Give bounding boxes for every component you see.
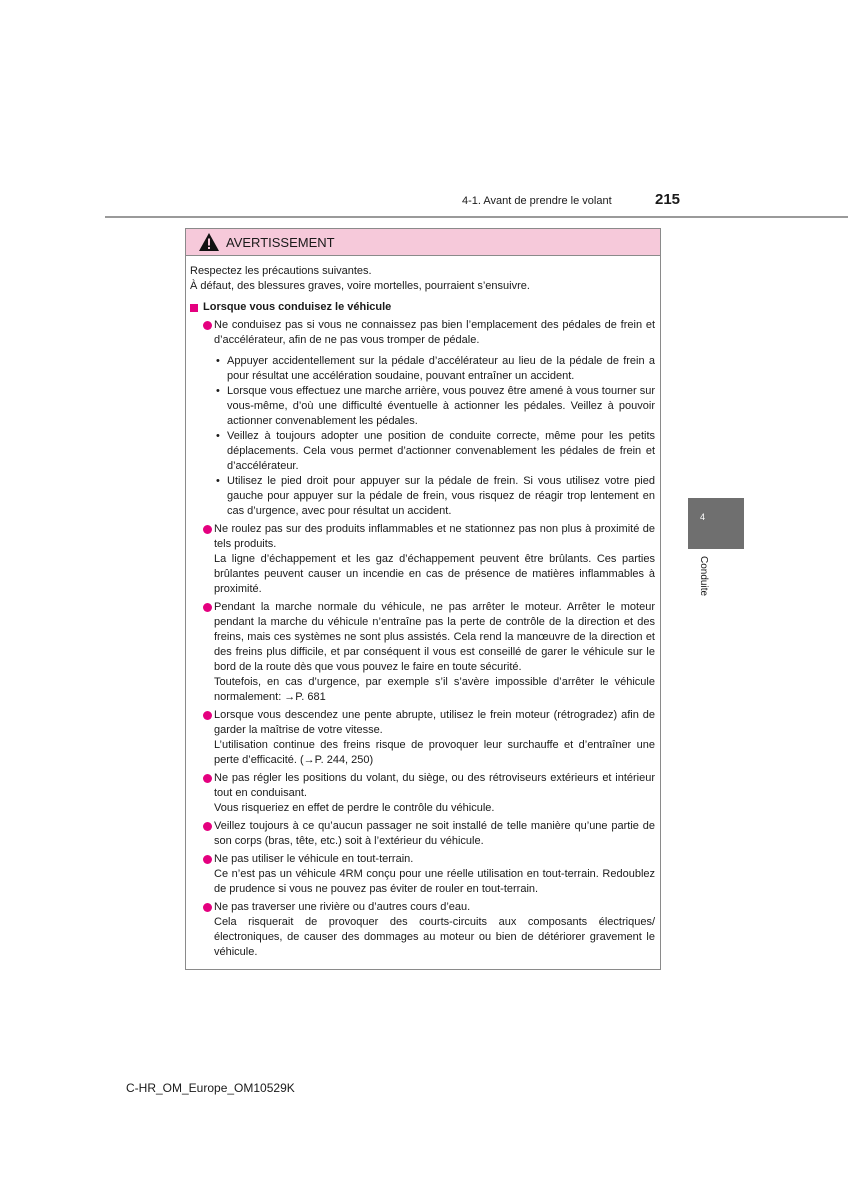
circle-bullet-icon — [203, 903, 212, 912]
item-text: Pendant la marche normale du véhicule, ne pas arrêter le moteur. Arrêter le moteur pendant la marche du véhicule n’entraîne pas la perte de contrôle de la direction et des freins, mais ces systèmes ne sont plus assistés. Cela rend la manœuvre de la direction et des freins plus difficile, et par conséquent il vous est conseillé de garer le véhicule sur le bord de la route dès que vous pouvez le faire en toute sécurité. — [214, 601, 655, 673]
item-text: Lorsque vous descendez une pente abrupte, utilisez le frein moteur (rétrogradez) afin de garder la maîtrise de votre vitesse. — [214, 709, 655, 736]
circle-bullet-icon — [203, 603, 212, 612]
intro-line: Respectez les précautions suivantes. — [190, 265, 372, 277]
item-text: Ne pas traverser une rivière ou d’autres cours d’eau. — [214, 901, 471, 913]
list-item — [190, 900, 655, 960]
item-text: La ligne d’échappement et les gaz d’échappement peuvent être brûlants. Ces parties brûlantes peuvent causer un incendie en cas de présence de matières inflammables à proximité. — [214, 553, 655, 595]
item-text: Ce n’est pas un véhicule 4RM conçu pour une réelle utilisation en tout-terrain. Redoublez de prudence si vous ne pouvez pas éviter de rouler en tout-terrain. — [214, 868, 655, 895]
chapter-number: 4 — [700, 512, 706, 522]
intro-text — [190, 264, 655, 294]
header-rule — [105, 216, 848, 218]
sub-list — [214, 354, 655, 519]
sub-item-text: Veillez à toujours adopter une position de conduite correcte, même pour les petits déplacements. Cela vous permet d’actionner convenablement les pédales de frein et d’accélérateur. — [227, 430, 655, 472]
list-item — [190, 600, 655, 705]
sub-list-item — [214, 354, 655, 384]
item-text: Ne conduisez pas si vous ne connaissez pas bien l’emplacement des pédales de frein et d’accélérateur, afin de ne pas vous tromper de pédale. — [214, 319, 655, 346]
chapter-tab — [688, 498, 744, 549]
circle-bullet-icon — [203, 774, 212, 783]
section-title: 4-1. Avant de prendre le volant — [462, 195, 612, 207]
item-text: Toutefois, en cas d’urgence, par exemple s’il s’avère impossible d’arrêter le véhicule normalement: →P. 681 — [214, 676, 655, 703]
dot-bullet-icon: • — [216, 430, 220, 442]
circle-bullet-icon — [203, 855, 212, 864]
subheading-text: Lorsque vous conduisez le véhicule — [203, 301, 392, 313]
item-text: Ne pas régler les positions du volant, du siège, ou des rétroviseurs extérieurs et intérieur tout en conduisant. — [214, 772, 655, 799]
warning-header — [186, 229, 660, 256]
sub-list-item — [214, 474, 655, 519]
intro-line: À défaut, des blessures graves, voire mortelles, pourraient s’ensuivre. — [190, 280, 530, 292]
warning-triangle-icon — [198, 232, 220, 252]
dot-bullet-icon: • — [216, 475, 220, 487]
list-item — [190, 819, 655, 849]
list-item — [190, 771, 655, 816]
item-text: Ne roulez pas sur des produits inflammables et ne stationnez pas non plus à proximité de tels produits. — [214, 523, 655, 550]
list-item — [190, 852, 655, 897]
sub-item-text: Utilisez le pied droit pour appuyer sur la pédale de frein. Si vous utilisez votre pied gauche pour appuyer sur la pédale de frein, vous risquez de réagir trop lentement en cas d’urgence, avec pour résultat un accident. — [227, 475, 655, 517]
sub-item-text: Appuyer accidentellement sur la pédale d’accélérateur au lieu de la pédale de frein a pour résultat une accélération soudaine, pouvant entraîner un accident. — [227, 355, 655, 382]
list-item — [190, 708, 655, 768]
sub-item-text: Lorsque vous effectuez une marche arrière, vous pouvez être amené à vous tourner sur vous-même, d’où une difficulté éventuelle à actionner les pédales. Veillez à pouvoir actionner convenablement les pédales. — [227, 385, 655, 427]
square-bullet-icon — [190, 304, 198, 312]
dot-bullet-icon: • — [216, 385, 220, 397]
chapter-label: Conduite — [698, 556, 709, 597]
dot-bullet-icon: • — [216, 355, 220, 367]
item-text: Vous risqueriez en effet de perdre le contrôle du véhicule. — [214, 802, 495, 814]
item-text: Veillez toujours à ce qu’aucun passager ne soit installé de telle manière qu’une partie de son corps (bras, tête, etc.) soit à l’extérieur du véhicule. — [214, 820, 655, 847]
circle-bullet-icon — [203, 711, 212, 720]
list-item — [190, 522, 655, 597]
circle-bullet-icon — [203, 822, 212, 831]
list-item — [190, 318, 655, 519]
document-code: C-HR_OM_Europe_OM10529K — [126, 1081, 295, 1095]
sub-list-item — [214, 429, 655, 474]
circle-bullet-icon — [203, 525, 212, 534]
item-text: Ne pas utiliser le véhicule en tout-terrain. — [214, 853, 414, 865]
item-text: L’utilisation continue des freins risque de provoquer leur surchauffe et d’entraîner une perte d’efficacité. (→P. 244, 250) — [214, 739, 655, 766]
circle-bullet-icon — [203, 321, 212, 330]
subheading — [190, 300, 655, 315]
warning-title: AVERTISSEMENT — [226, 234, 335, 250]
item-text: Cela risquerait de provoquer des courts-circuits aux composants électriques/électroniques, de causer des dommages au moteur ou bien de détériorer gravement le véhicule. — [214, 916, 655, 958]
page-number: 215 — [655, 191, 681, 208]
warning-body — [186, 256, 660, 960]
sub-list-item — [214, 384, 655, 429]
warning-box — [185, 228, 661, 970]
